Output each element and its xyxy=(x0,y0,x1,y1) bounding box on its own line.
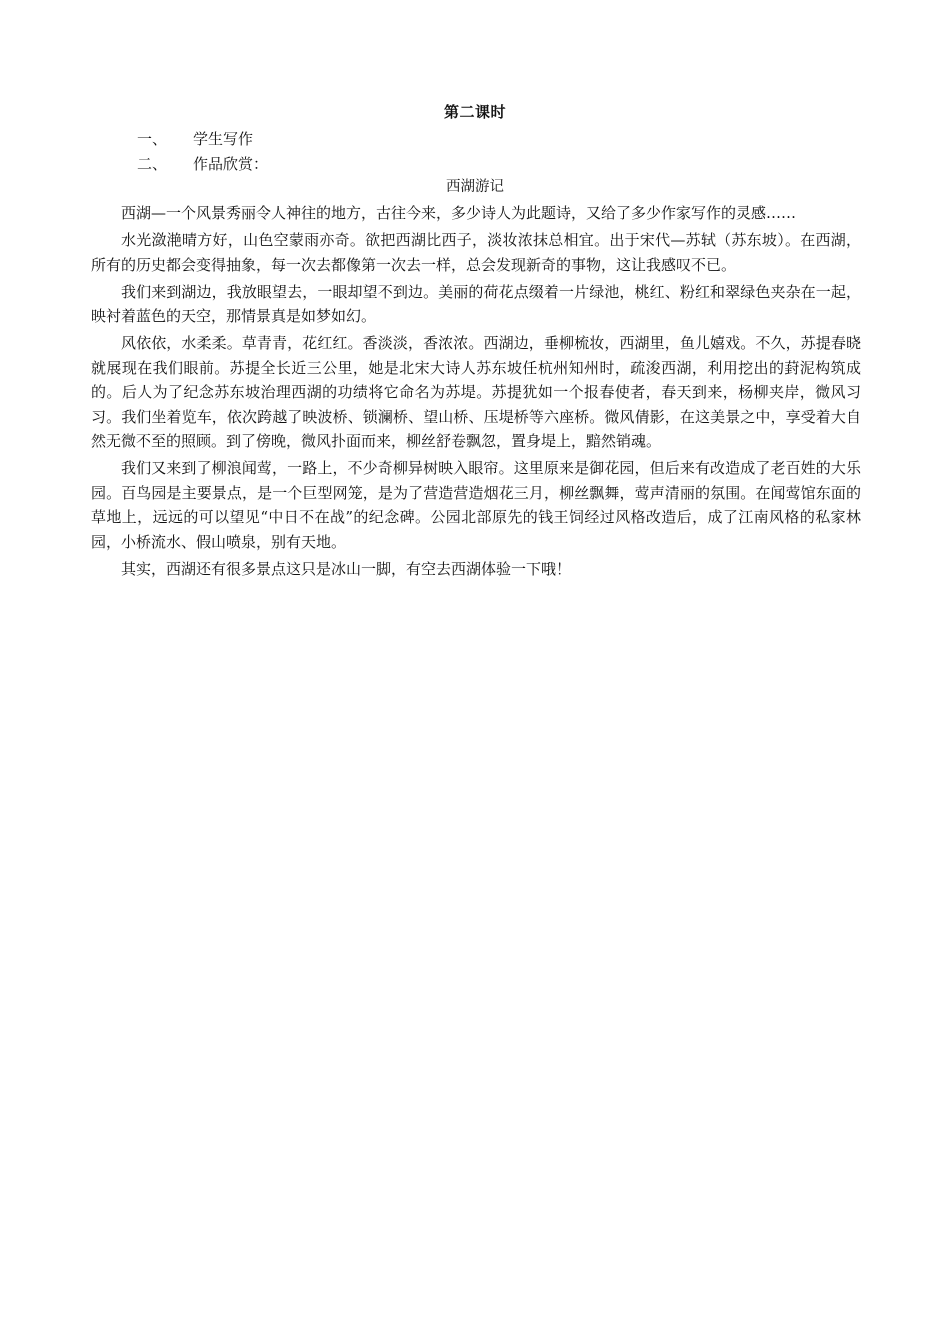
essay-paragraph: 我们又来到了柳浪闻莺，一路上，不少奇柳异树映入眼帘。这里原来是御花园，但后来有改造成了老百姓的大乐园。百鸟园是主要景点，是一个巨型网笼，是为了营造营造烟花三月，柳丝飘舞，莺声清丽的氛围。在闻莺馆东面的草地上，远远的可以望见“中日不在战”的纪念碑。公园北部原先的钱王饲经过风格改造后，成了江南风格的私家林园，小桥流水、假山喷泉，别有天地。 xyxy=(91,459,861,551)
essay-paragraph: 我们来到湖边，我放眼望去，一眼却望不到边。美丽的荷花点缀着一片绿池，桃红、粉红和翠绿色夹杂在一起，映衬着蓝色的天空，那情景真是如梦如幻。 xyxy=(91,282,861,325)
lesson-title: 第二课时 xyxy=(443,103,506,121)
outline-number: 二、 xyxy=(137,155,168,173)
outline-number: 一、 xyxy=(137,130,168,148)
essay-title: 西湖游记 xyxy=(446,179,504,195)
outline-text: 作品欣赏： xyxy=(193,155,269,173)
outline-item-writing xyxy=(137,128,253,150)
essay-paragraph: 西湖—一个风景秀丽令人神往的地方，古往今来，多少诗人为此题诗，又给了多少作家写作的灵感…… xyxy=(121,204,797,222)
outline-item-appreciation xyxy=(137,153,268,175)
essay-paragraph: 其实，西湖还有很多景点这只是冰山一脚，有空去西湖体验一下哦！ xyxy=(121,559,572,578)
essay-paragraph: 水光潋滟晴方好，山色空蒙雨亦奇。欲把西湖比西子，淡妆浓抹总相宜。出于宋代—苏轼（苏东坡）。在西湖，所有的历史都会变得抽象，每一次去都像第一次去一样，总会发现新奇的事物，这让我感叹不已。 xyxy=(91,231,861,274)
essay-paragraph: 风依依，水柔柔。草青青，花红红。香淡淡，香浓浓。西湖边，垂柳梳妆，西湖里，鱼儿嬉戏。不久，苏提春晓就展现在我们眼前。苏提全长近三公里，她是北宋大诗人苏东坡任杭州知州时，疏浚西湖，利用挖出的葑泥构筑成的。后人为了纪念苏东坡治理西湖的功绩将它命名为苏堤。苏提犹如一个报春使者，春天到来，杨柳夹岸，微风习习。我们坐着览车，依次跨越了映波桥、锁澜桥、望山桥、压堤桥等六座桥。微风倩影，在这美景之中，享受着大自然无微不至的照顾。到了傍晚，微风扑面而来，柳丝舒卷飘忽，置身堤上，黯然销魂。 xyxy=(91,334,861,450)
outline-text: 学生写作 xyxy=(193,130,254,148)
essay-body xyxy=(91,201,861,584)
